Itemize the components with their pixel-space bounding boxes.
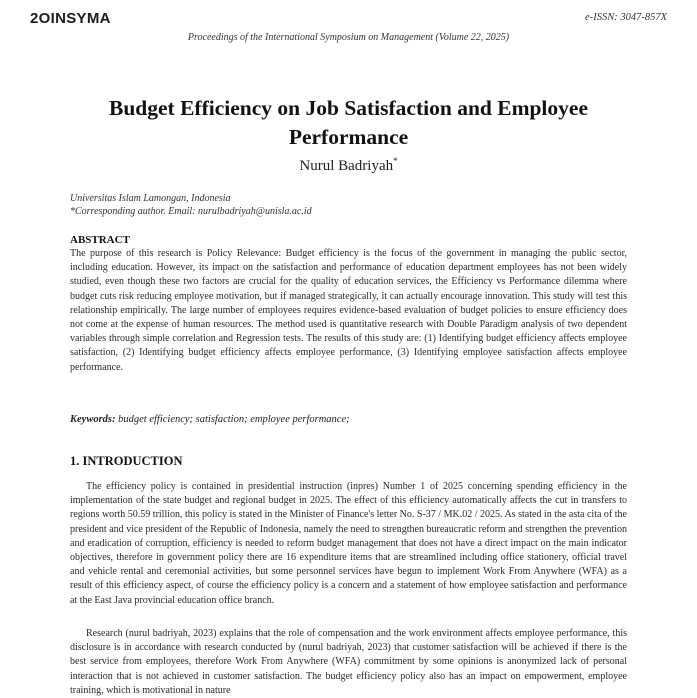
affiliation-block	[70, 192, 312, 218]
proceedings-line: Proceedings of the International Symposium on Management (Volume 22, 2025)	[187, 32, 510, 43]
affiliation: Universitas Islam Lamongan, Indonesia	[70, 193, 231, 204]
abstract-heading: ABSTRACT	[70, 234, 130, 246]
insyma-logo: 2OINSYMA	[30, 10, 111, 27]
author-text: Nurul Badriyah	[299, 158, 394, 174]
keywords-text: budget efficiency; satisfaction; employee performance;	[118, 414, 350, 425]
introduction-paragraph-1: The efficiency policy is contained in presidential instruction (inpres) Number 1 of 2025 concerning spending efficiency in the implementation of the state budget and regional budget in 2025. The effect of this efficiency automatically affects the cut in transfers to regions worth 50.59 trillion, this policy is stated in the Minister of Finance's letter No. S-37 / MK.02 / 2025. As stated in the asta cita of the president and vice president of the Republic of Indonesia, namely the need to strengthen bureaucratic reform and strengthen the prevention and eradication of corruption, efficiency is needed to reform budget management that does not have a direct impact on the main indicator objectives, therefore in government policy there are 16 expenditure items that are streamlined including office stationery, official travel and vehicle rental and ceremonial activities, but some personnel services have begun to implement Work From Anywhere (WFA) as a result of this efficiency aspect, of course the efficiency policy is a concern and a statement of how employee satisfaction and performance at the East Java provincial education office branch.	[70, 481, 627, 606]
abstract-text: The purpose of this research is Policy Relevance: Budget efficiency is the focus of the government in managing the public sector, including education. However, its impact on the satisfaction and performance of education department employees has not been widely studied, even though these two factors are crucial for the quality of education services, the Efficiency vs Performance dilemma where budget cuts risk reducing employee motivation, but if managed strategically, it can actually encourage innovation. This study will test this relationship empirically. The large number of employees requires evidence-based evaluation of budget policies to ensure efficiency does not come at the expense of human resources. The method used is quantitative research with Double Paradigm analysis of two dependent variables through simple correlation and Regression tests. The results of this study are: (1) Identifying budget efficiency affects employee satisfaction, (2) Identifying budget efficiency affects employee performance, (3) Identifying employee satisfaction affects employee performance.	[70, 248, 627, 373]
keywords-line	[70, 414, 350, 425]
paper-title: Budget Efficiency on Job Satisfaction and Employee Performance	[109, 96, 588, 149]
author-mark: *	[393, 156, 398, 166]
author-name	[0, 156, 697, 175]
issn-label: e-ISSN: 3047-857X	[585, 12, 667, 23]
introduction-paragraph-2: Research (nurul badriyah, 2023) explains that the role of compensation and the work environment affects employee performance, this disclosure is in accordance with research conducted by (nurul badriyah, 2023) that customer satisfaction will be achieved if there is the best service from employees, therefore Work From Anywhere (WFA) commitment by some opinions is anonymized lack of personal interaction that is not achieved in customer satisfaction. The budget efficiency policy also has an impact on empowerment, employee training, which is motivational in nature	[70, 628, 627, 696]
keywords-label: Keywords:	[70, 414, 116, 425]
section-heading-introduction: 1. INTRODUCTION	[70, 454, 183, 468]
corresponding-author: *Corresponding author. Email: nurulbadriyah@unisla.ac.id	[70, 206, 312, 217]
